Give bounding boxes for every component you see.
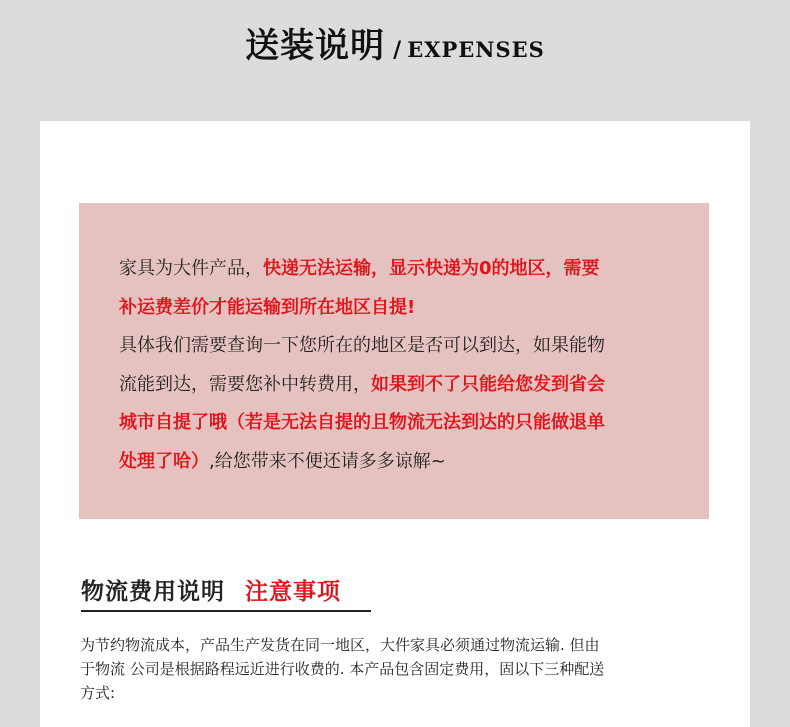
section-underline [81,610,371,612]
notice-line-3 [119,327,679,366]
notice-line-6 [119,443,679,482]
section-title-main: 物流费用说明 [81,579,225,605]
notice-line-2 [119,289,679,328]
body-paragraph [80,633,705,705]
page-header [0,18,790,68]
body-line-3: 方式: [80,684,116,702]
title-separator: / [393,37,402,63]
notice-line-4-plain: 流能到达，需要您补中转费用， [119,373,371,395]
body-line-1: 为节约物流成本，产品生产发货在同一地区，大件家具必须通过物流运输. 但由 [80,636,600,654]
content-card [40,121,750,727]
notice-line-3-plain: 具体我们需要查询一下您所在的地区是否可以到达，如果能物 [119,335,605,356]
notice-line-2-highlight: 补运费差价才能运输到所在地区自提! [119,296,416,318]
notice-line-6-highlight: 处理了哈） [119,450,209,472]
notice-line-5-highlight: 城市自提了哦（若是无法自提的且物流无法到达的只能做退单 [119,412,605,433]
body-line-2: 于物流 公司是根据路程远近进行收费的. 本产品包含固定费用，固以下三种配送 [80,660,605,678]
section-title-accent: 注意事项 [245,579,341,605]
notice-text [119,250,679,481]
notice-box [79,203,709,519]
notice-line-1-highlight: 快递无法运输，显示快递为0的地区，需要 [263,258,600,279]
notice-line-6-plain: ,给您带来不便还请多多谅解~ [209,450,446,472]
section-heading [81,573,341,606]
notice-line-1-plain: 家具为大件产品， [119,258,263,279]
notice-line-4 [119,366,679,405]
page-subtitle: EXPENSES [407,37,545,62]
notice-line-5 [119,404,679,443]
notice-line-1 [119,250,679,289]
page-title: 送装说明 [245,26,386,66]
notice-line-4-highlight: 如果到不了只能给您发到省会 [371,373,605,395]
